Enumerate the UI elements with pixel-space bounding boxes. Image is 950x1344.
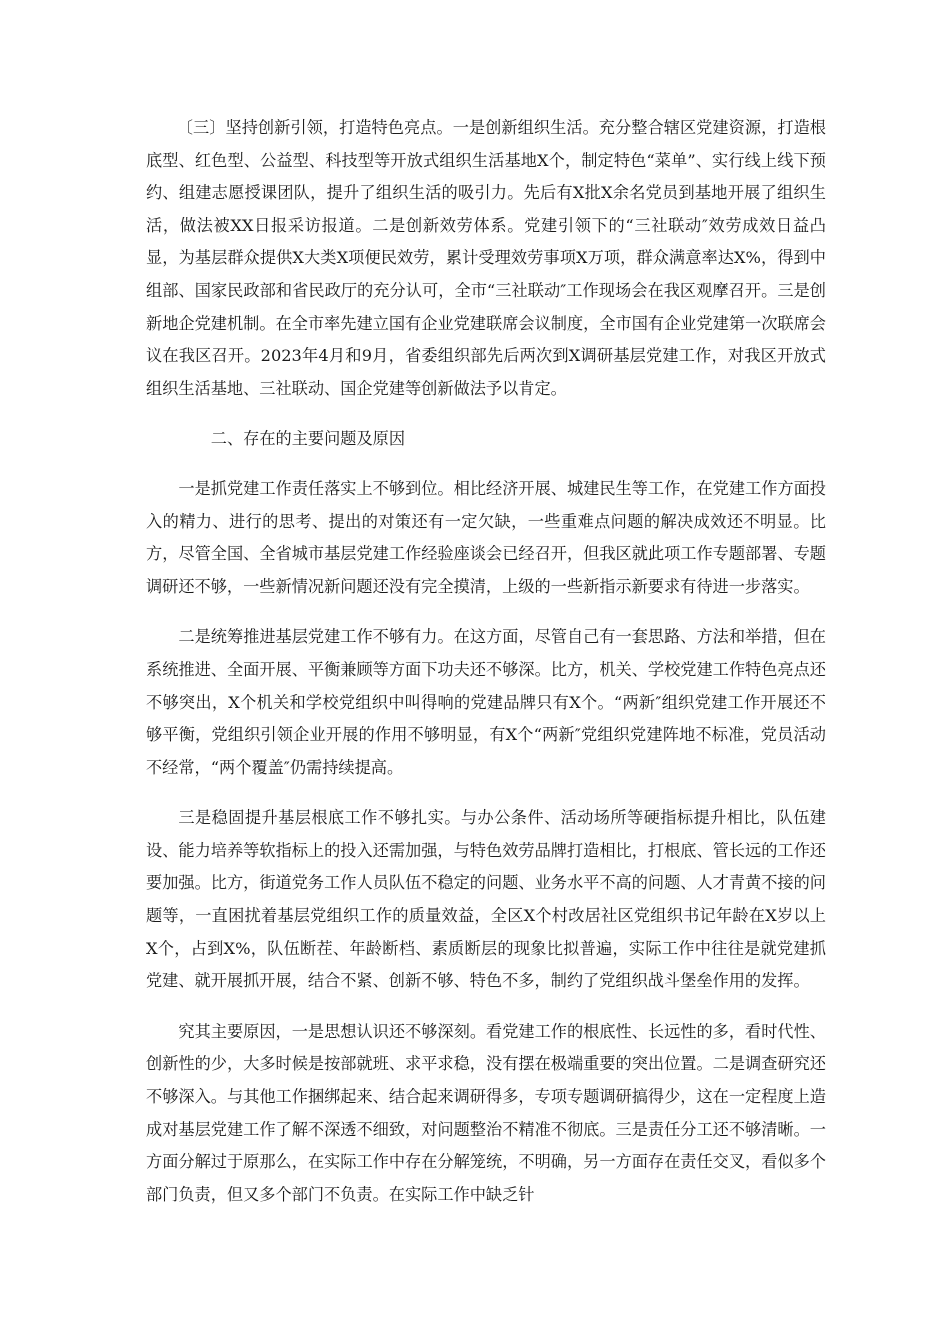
paragraph-causes: 究其主要原因，一是思想认识还不够深刻。看党建工作的根底性、长远性的多，看时代性、创新性的少，大多时候是按部就班、求平求稳，没有摆在极端重要的突出位置。二是调查研究还不够深入。与其他工作捆绑起来、结合起来调研得多，专项专题调研搞得少，这在一定程度上造成对基层党建工作了解不深透不细致，对问题整治不精准不彻底。三是责任分工还不够清晰。一方面分解过于原那么，在实际工作中存在分解笼统，不明确，另一方面存在责任交叉，看似多个部门负责，但又多个部门不负责。在实际工作中缺乏针 <box>146 1021 826 1204</box>
paragraph-section-three: 〔三〕坚持创新引领，打造特色亮点。一是创新组织生活。充分整合辖区党建资源，打造根底型、红色型、公益型、科技型等开放式组织生活基地X个，制定特色“菜单”、实行线上线下预约、组建志愿授课团队，提升了组织生活的吸引力。先后有X批X余名党员到基地开展了组织生活，做法被XX日报采访报道。二是创新效劳体系。党建引领下的“三社联动″效劳成效日益凸显，为基层群众提供X大类X项便民效劳，累计受理效劳事项X万项，群众满意率达X%，得到中组部、国家民政部和省民政厅的充分认可，全市“三社联动″工作现场会在我区观摩召开。三是创新地企党建机制。在全市率先建立国有企业党建联席会议制度，全市国有企业党建第一次联席会议在我区召开。2023年4月和9月，省委组织部先后两次到X调研基层党建工作，对我区开放式组织生活基地、三社联动、国企党建等创新做法予以肯定。 <box>146 118 826 398</box>
paragraph-problem-one: 一是抓党建工作责任落实上不够到位。相比经济开展、城建民生等工作，在党建工作方面投入的精力、进行的思考、提出的对策还有一定欠缺，一些重难点问题的解决成效还不明显。比方，尽管全国、全省城市基层党建工作经验座谈会已经召开，但我区就此项工作专题部署、专题调研还不够，一些新情况新问题还没有完全摸清，上级的一些新指示新要求有待进一步落实。 <box>146 478 826 596</box>
section-heading-two: 二、存在的主要问题及原因 <box>210 429 406 449</box>
document-body <box>146 112 826 1211</box>
paragraph-problem-three: 三是稳固提升基层根底工作不够扎实。与办公条件、活动场所等硬指标提升相比，队伍建设、能力培养等软指标上的投入还需加强，与特色效劳品牌打造相比，打根底、管长远的工作还要加强。比方，街道党务工作人员队伍不稳定的问题、业务水平不高的问题、人才青黄不接的问题等，一直困扰着基层党组织工作的质量效益，全区X个村改居社区党组织书记年龄在X岁以上X个，占到X%，队伍断茬、年龄断档、素质断层的现象比拟普遍，实际工作中往往是就党建抓党建、就开展抓开展，结合不紧、创新不够、特色不多，制约了党组织战斗堡垒作用的发挥。 <box>146 808 826 991</box>
paragraph-problem-two: 二是统筹推进基层党建工作不够有力。在这方面，尽管自己有一套思路、方法和举措，但在系统推进、全面开展、平衡兼顾等方面下功夫还不够深。比方，机关、学校党建工作特色亮点还不够突出，X个机关和学校党组织中叫得响的党建品牌只有X个。“两新″组织党建工作开展还不够平衡，党组织引领企业开展的作用不够明显，有X个“两新″党组织党建阵地不标准，党员活动不经常，“两个覆盖″仍需持续提高。 <box>146 627 826 777</box>
